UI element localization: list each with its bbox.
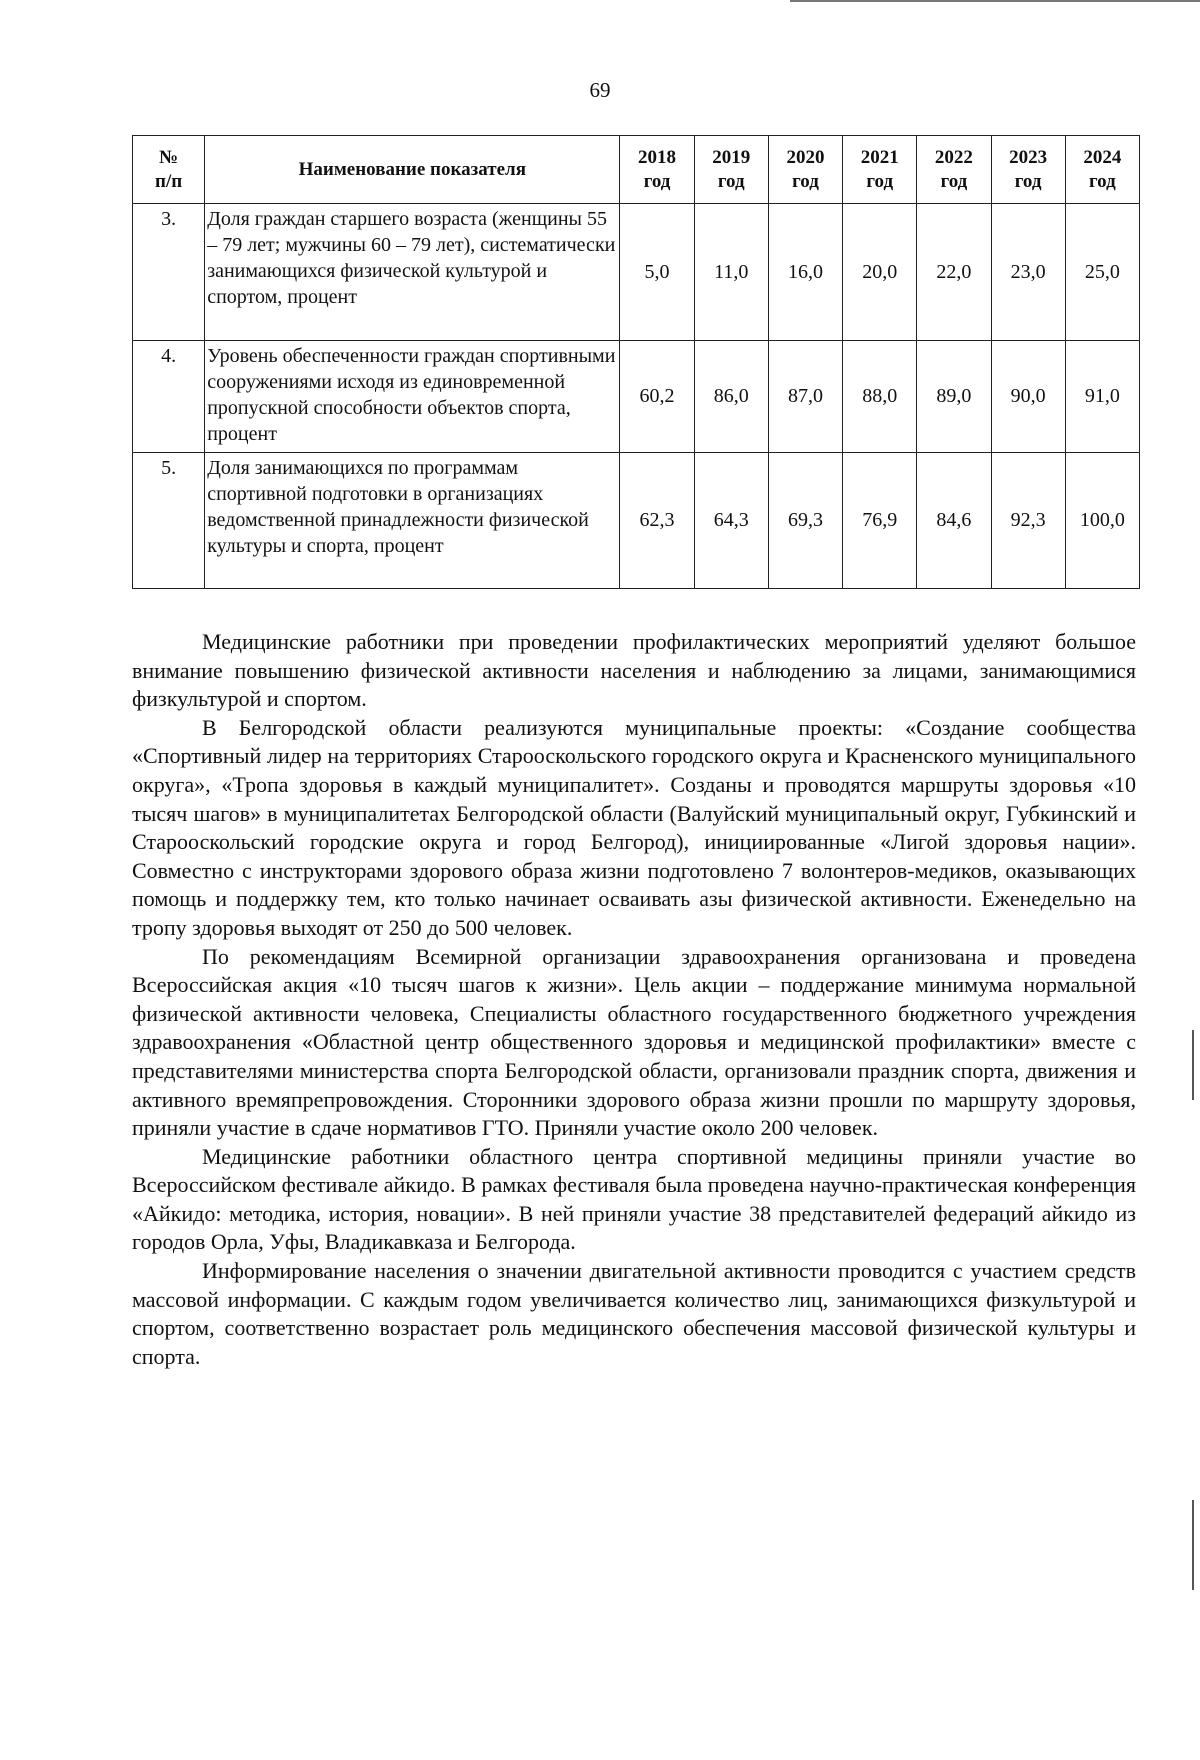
value-2018: 62,3	[620, 453, 694, 589]
header-number	[133, 136, 205, 204]
row-number: 5.	[133, 453, 205, 589]
table-header-row	[133, 136, 1140, 204]
header-number-symbol: №	[159, 146, 179, 168]
indicator-name: Уровень обеспеченности граждан спортивными сооружениями исходя из единовременной пропускной способности объектов спорта, процент	[205, 341, 620, 453]
value-2022: 89,0	[917, 341, 991, 453]
paragraph-municipal-projects: В Белгородской области реализуются муниципальные проекты: «Создание сообщества «Спортивный лидер на территориях Старооскольского городского округа и Красненского муниципального округа», «Тропа здоровья в каждый муниципалитет». Созданы и проводятся маршруты здоровья «10 тысяч шагов» в муниципалитетах Белгородской области (Валуйский муниципальный округ, Губкинский и Старооскольский городские округа и город Белгород), инициированные «Лигой здоровья нации». Совместно с инструкторами здорового образа жизни подготовлено 7 волонтеров-медиков, оказывающих помощь и поддержку тем, кто только начинает осваивать азы физической активности. Еженедельно на тропу здоровья выходят от 250 до 500 человек.	[132, 714, 1136, 940]
header-year-label: 2022	[934, 146, 973, 168]
table-row	[133, 341, 1140, 453]
header-year-2018	[620, 136, 694, 204]
table-row	[133, 204, 1140, 341]
indicators-table	[132, 135, 1140, 589]
scan-artifact-right-lower	[1192, 1500, 1194, 1590]
header-year-unit: год	[643, 170, 671, 192]
paragraph-aikido-festival: Медицинские работники областного центра спортивной медицины приняли участие во Всероссийском фестивале айкидо. В рамках фестиваля была проведена научно-практическая конференция «Айкидо: методика, история, новации». В ней приняли участие 38 представителей федераций айкидо из городов Орла, Уфы, Владикавказа и Белгорода.	[132, 1143, 1136, 1255]
value-2020: 16,0	[768, 204, 842, 341]
scan-artifact-right	[1192, 1030, 1194, 1100]
value-2023: 90,0	[991, 341, 1065, 453]
page-number: 69	[589, 78, 611, 102]
header-year-unit: год	[1089, 170, 1116, 192]
value-2019: 11,0	[694, 204, 768, 341]
value-2021: 76,9	[843, 453, 917, 589]
indicator-name: Доля граждан старшего возраста (женщины 55 – 79 лет; мужчины 60 – 79 лет), систематически занимающихся физической культурой и спортом, процент	[205, 204, 620, 341]
header-year-2021	[843, 136, 917, 204]
value-2020: 69,3	[768, 453, 842, 589]
body-text	[132, 628, 1136, 1371]
header-number-abbr: п/п	[155, 170, 183, 192]
header-year-2020	[768, 136, 842, 204]
value-2019: 86,0	[694, 341, 768, 453]
value-2021: 20,0	[843, 204, 917, 341]
value-2023: 23,0	[991, 204, 1065, 341]
header-indicator-name: Наименование показателя	[205, 136, 620, 204]
header-year-unit: год	[792, 170, 819, 192]
value-2021: 88,0	[843, 341, 917, 453]
value-2024: 91,0	[1065, 341, 1139, 453]
indicator-name: Доля занимающихся по программам спортивной подготовки в организациях ведомственной принадлежности физической культуры и спорта, процент	[205, 453, 620, 589]
header-year-2024	[1065, 136, 1139, 204]
header-year-unit: год	[866, 170, 894, 192]
header-year-2019	[694, 136, 768, 204]
value-2022: 84,6	[917, 453, 991, 589]
header-year-label: 2020	[786, 146, 825, 168]
header-year-unit: год	[717, 170, 745, 192]
paragraph-medical-workers: Медицинские работники при проведении профилактических мероприятий уделяют большое внимание повышению физической активности населения и наблюдению за лицами, занимающимися физкультурой и спортом.	[132, 629, 1136, 712]
value-2023: 92,3	[991, 453, 1065, 589]
row-number: 3.	[133, 204, 205, 341]
value-2018: 5,0	[620, 204, 694, 341]
header-year-label: 2023	[1009, 146, 1048, 168]
value-2019: 64,3	[694, 453, 768, 589]
table-row	[133, 453, 1140, 589]
top-edge-rule	[790, 0, 1200, 2]
header-year-unit: год	[1014, 170, 1042, 192]
row-number: 4.	[133, 341, 205, 453]
paragraph-who-campaign: По рекомендациям Всемирной организации здравоохранения организована и проведена Всероссийская акция «10 тысяч шагов к жизни». Цель акции – поддержание минимума нормальной физической активности человека, Специалисты областного государственного бюджетного учреждения здравоохранения «Областной центр общественного здоровья и медицинской профилактики» вместе с представителями министерства спорта Белгородской области, организовали праздник спорта, движения и активного времяпрепровождения. Сторонники здорового образа жизни прошли по маршруту здоровья, приняли участие в сдаче нормативов ГТО. Приняли участие около 200 человек.	[132, 943, 1136, 1141]
value-2018: 60,2	[620, 341, 694, 453]
header-year-2023	[991, 136, 1065, 204]
value-2024: 25,0	[1065, 204, 1139, 341]
header-year-label: 2018	[638, 146, 677, 168]
header-year-unit: год	[940, 170, 968, 192]
header-year-label: 2019	[712, 146, 751, 168]
value-2020: 87,0	[768, 341, 842, 453]
value-2024: 100,0	[1065, 453, 1139, 589]
header-year-label: 2021	[860, 146, 899, 168]
header-year-2022	[917, 136, 991, 204]
paragraph-media-information: Информирование населения о значении двигательной активности проводится с участием средств массовой информации. С каждым годом увеличивается количество лиц, занимающихся физкультурой и спортом, соответственно возрастает роль медицинского обеспечения массовой физической культуры и спорта.	[132, 1258, 1136, 1369]
header-year-label: 2024	[1083, 146, 1122, 168]
value-2022: 22,0	[917, 204, 991, 341]
